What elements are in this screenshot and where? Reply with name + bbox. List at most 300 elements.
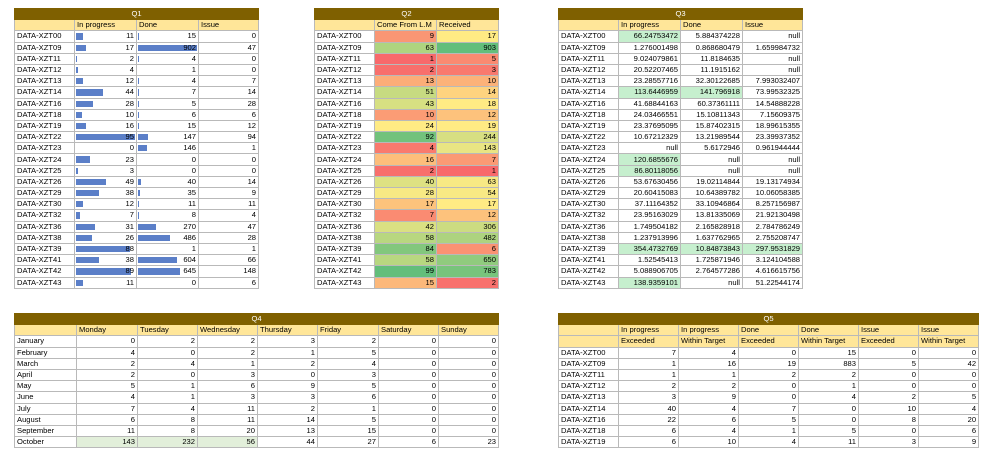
- value-cell[interactable]: 14: [437, 87, 499, 98]
- value-cell[interactable]: [199, 176, 259, 187]
- value-cell[interactable]: 232: [138, 437, 198, 448]
- value-cell[interactable]: 5.6172946: [681, 143, 743, 154]
- row-label[interactable]: DATA-XZT11: [559, 53, 619, 64]
- value-cell[interactable]: 7: [739, 403, 799, 414]
- value-cell[interactable]: 0: [439, 403, 499, 414]
- value-cell[interactable]: [137, 76, 199, 87]
- value-cell[interactable]: 4: [77, 347, 138, 358]
- row-label[interactable]: DATA-XZT18: [559, 109, 619, 120]
- value-cell[interactable]: 2: [799, 369, 859, 380]
- value-cell[interactable]: 24: [375, 120, 437, 131]
- value-cell[interactable]: 24.03466551: [619, 109, 681, 120]
- row-label[interactable]: DATA-XZT14: [559, 403, 619, 414]
- value-cell[interactable]: 2: [258, 403, 318, 414]
- value-cell[interactable]: 297.9531829: [743, 243, 803, 254]
- row-label[interactable]: DATA-XZT26: [315, 176, 375, 187]
- value-cell[interactable]: 10: [679, 437, 739, 448]
- value-cell[interactable]: 22: [619, 414, 679, 425]
- q1-column-header[interactable]: Issue: [199, 20, 259, 31]
- value-cell[interactable]: 5: [919, 392, 979, 403]
- value-cell[interactable]: 141.796918: [681, 87, 743, 98]
- q5-column-header[interactable]: Within Target: [799, 336, 859, 347]
- q5-column-header[interactable]: In progress: [619, 325, 679, 336]
- row-label[interactable]: DATA-XZT42: [315, 266, 375, 277]
- value-cell[interactable]: 2: [679, 381, 739, 392]
- value-cell[interactable]: 1.725871946: [681, 255, 743, 266]
- value-cell[interactable]: 32.30122685: [681, 76, 743, 87]
- value-cell[interactable]: [75, 98, 137, 109]
- row-label[interactable]: DATA-XZT16: [315, 98, 375, 109]
- row-label[interactable]: January: [15, 336, 77, 347]
- value-cell[interactable]: [137, 165, 199, 176]
- value-cell[interactable]: 0: [439, 425, 499, 436]
- row-label[interactable]: DATA-XZT13: [559, 76, 619, 87]
- value-cell[interactable]: 6: [619, 425, 679, 436]
- value-cell[interactable]: 20.52207465: [619, 64, 681, 75]
- row-label[interactable]: DATA-XZT24: [559, 154, 619, 165]
- row-label[interactable]: [15, 232, 75, 243]
- value-cell[interactable]: [75, 165, 137, 176]
- q3-column-header[interactable]: In progress: [619, 20, 681, 31]
- value-cell[interactable]: 1.749504182: [619, 221, 681, 232]
- row-label[interactable]: DATA-XZT42: [559, 266, 619, 277]
- value-cell[interactable]: null: [743, 64, 803, 75]
- value-cell[interactable]: 138.9359101: [619, 277, 681, 288]
- row-label[interactable]: DATA-XZT32: [559, 210, 619, 221]
- value-cell[interactable]: 14: [258, 414, 318, 425]
- row-label[interactable]: DATA-XZT18: [315, 109, 375, 120]
- row-label[interactable]: DATA-XZT13: [315, 76, 375, 87]
- value-cell[interactable]: 17: [437, 31, 499, 42]
- value-cell[interactable]: 2: [375, 64, 437, 75]
- value-cell[interactable]: 14.54888228: [743, 98, 803, 109]
- value-cell[interactable]: 650: [437, 255, 499, 266]
- value-cell[interactable]: 0: [799, 403, 859, 414]
- value-cell[interactable]: null: [743, 53, 803, 64]
- value-cell[interactable]: 7.993032407: [743, 76, 803, 87]
- value-cell[interactable]: 1: [138, 392, 198, 403]
- value-cell[interactable]: 8: [138, 425, 198, 436]
- value-cell[interactable]: 11: [198, 403, 258, 414]
- value-cell[interactable]: 2.784786249: [743, 221, 803, 232]
- value-cell[interactable]: [75, 132, 137, 143]
- value-cell[interactable]: 11: [799, 437, 859, 448]
- value-cell[interactable]: 5: [318, 381, 379, 392]
- value-cell[interactable]: null: [743, 154, 803, 165]
- value-cell[interactable]: 2: [138, 336, 198, 347]
- value-cell[interactable]: [75, 221, 137, 232]
- value-cell[interactable]: null: [619, 143, 681, 154]
- value-cell[interactable]: 10: [859, 403, 919, 414]
- value-cell[interactable]: 2: [739, 369, 799, 380]
- value-cell[interactable]: 10.84873843: [681, 243, 743, 254]
- value-cell[interactable]: 0: [439, 392, 499, 403]
- value-cell[interactable]: 4: [138, 358, 198, 369]
- value-cell[interactable]: 1: [258, 347, 318, 358]
- value-cell[interactable]: 6: [619, 437, 679, 448]
- value-cell[interactable]: 3: [198, 369, 258, 380]
- row-label[interactable]: DATA-XZT41: [315, 255, 375, 266]
- value-cell[interactable]: 113.6446959: [619, 87, 681, 98]
- row-label[interactable]: DATA-XZT30: [559, 199, 619, 210]
- value-cell[interactable]: 23.95163029: [619, 210, 681, 221]
- value-cell[interactable]: 58: [375, 255, 437, 266]
- value-cell[interactable]: 18.99615355: [743, 120, 803, 131]
- row-label[interactable]: DATA-XZT19: [315, 120, 375, 131]
- value-cell[interactable]: 306: [437, 221, 499, 232]
- value-cell[interactable]: 3: [437, 64, 499, 75]
- value-cell[interactable]: 0.868680479: [681, 42, 743, 53]
- value-cell[interactable]: 3: [258, 392, 318, 403]
- row-label[interactable]: [15, 165, 75, 176]
- value-cell[interactable]: 2: [437, 277, 499, 288]
- value-cell[interactable]: 4: [919, 403, 979, 414]
- value-cell[interactable]: [137, 266, 199, 277]
- row-label[interactable]: March: [15, 358, 77, 369]
- row-label[interactable]: DATA-XZT36: [315, 221, 375, 232]
- q5-column-header[interactable]: Exceeded: [619, 336, 679, 347]
- value-cell[interactable]: 5: [437, 53, 499, 64]
- value-cell[interactable]: 37.11164352: [619, 199, 681, 210]
- q5-column-header[interactable]: Done: [739, 325, 799, 336]
- row-label[interactable]: May: [15, 381, 77, 392]
- value-cell[interactable]: 0: [739, 381, 799, 392]
- value-cell[interactable]: 5: [77, 381, 138, 392]
- row-label[interactable]: September: [15, 425, 77, 436]
- value-cell[interactable]: [137, 176, 199, 187]
- value-cell[interactable]: 1: [375, 53, 437, 64]
- q4-column-header[interactable]: Tuesday: [138, 325, 198, 336]
- value-cell[interactable]: 0: [379, 425, 439, 436]
- q4-column-header[interactable]: Friday: [318, 325, 379, 336]
- value-cell[interactable]: [75, 232, 137, 243]
- value-cell[interactable]: [137, 109, 199, 120]
- row-label[interactable]: [15, 98, 75, 109]
- row-label[interactable]: DATA-XZT22: [559, 132, 619, 143]
- q1-column-header[interactable]: [15, 20, 75, 31]
- value-cell[interactable]: 10: [437, 76, 499, 87]
- row-label[interactable]: [15, 53, 75, 64]
- q3-title[interactable]: Q3: [559, 9, 803, 20]
- value-cell[interactable]: 5: [318, 414, 379, 425]
- row-label[interactable]: DATA-XZT19: [559, 120, 619, 131]
- row-label[interactable]: DATA-XZT13: [559, 392, 619, 403]
- value-cell[interactable]: 13: [258, 425, 318, 436]
- row-label[interactable]: DATA-XZT16: [559, 98, 619, 109]
- value-cell[interactable]: 13.81335069: [681, 210, 743, 221]
- value-cell[interactable]: 0: [379, 403, 439, 414]
- value-cell[interactable]: 1: [619, 369, 679, 380]
- row-label[interactable]: [15, 188, 75, 199]
- value-cell[interactable]: 51.22544174: [743, 277, 803, 288]
- value-cell[interactable]: 0: [379, 347, 439, 358]
- row-label[interactable]: [15, 277, 75, 288]
- value-cell[interactable]: [75, 210, 137, 221]
- q3-column-header[interactable]: [559, 20, 619, 31]
- row-label[interactable]: [15, 76, 75, 87]
- value-cell[interactable]: 3: [318, 369, 379, 380]
- value-cell[interactable]: [137, 87, 199, 98]
- row-label[interactable]: DATA-XZT12: [559, 64, 619, 75]
- value-cell[interactable]: 5: [318, 347, 379, 358]
- value-cell[interactable]: 2.755208747: [743, 232, 803, 243]
- value-cell[interactable]: [199, 98, 259, 109]
- value-cell[interactable]: 0: [799, 414, 859, 425]
- value-cell[interactable]: [75, 42, 137, 53]
- value-cell[interactable]: 40: [375, 176, 437, 187]
- value-cell[interactable]: 143: [77, 437, 138, 448]
- value-cell[interactable]: 9: [258, 381, 318, 392]
- value-cell[interactable]: [75, 199, 137, 210]
- row-label[interactable]: DATA-XZT12: [315, 64, 375, 75]
- value-cell[interactable]: [199, 243, 259, 254]
- value-cell[interactable]: [199, 232, 259, 243]
- value-cell[interactable]: [137, 221, 199, 232]
- value-cell[interactable]: 1.276001498: [619, 42, 681, 53]
- value-cell[interactable]: [75, 143, 137, 154]
- value-cell[interactable]: 5: [799, 425, 859, 436]
- value-cell[interactable]: 0: [919, 347, 979, 358]
- value-cell[interactable]: 2: [375, 165, 437, 176]
- value-cell[interactable]: 4: [318, 358, 379, 369]
- row-label[interactable]: DATA-XZT25: [559, 165, 619, 176]
- row-label[interactable]: DATA-XZT00: [315, 31, 375, 42]
- q1-column-header[interactable]: In progress: [75, 20, 137, 31]
- value-cell[interactable]: 23.28557716: [619, 76, 681, 87]
- value-cell[interactable]: 143: [437, 143, 499, 154]
- row-label[interactable]: DATA-XZT38: [559, 232, 619, 243]
- row-label[interactable]: [15, 31, 75, 42]
- value-cell[interactable]: 60.37361111: [681, 98, 743, 109]
- row-label[interactable]: April: [15, 369, 77, 380]
- value-cell[interactable]: 1: [138, 381, 198, 392]
- value-cell[interactable]: 9: [375, 31, 437, 42]
- value-cell[interactable]: 0: [258, 369, 318, 380]
- value-cell[interactable]: 3.124104588: [743, 255, 803, 266]
- value-cell[interactable]: 84: [375, 243, 437, 254]
- value-cell[interactable]: 2: [619, 381, 679, 392]
- value-cell[interactable]: 3: [619, 392, 679, 403]
- q5-column-header[interactable]: Issue: [919, 325, 979, 336]
- value-cell[interactable]: 6: [919, 425, 979, 436]
- value-cell[interactable]: 0: [859, 381, 919, 392]
- row-label[interactable]: DATA-XZT11: [559, 369, 619, 380]
- value-cell[interactable]: 4: [679, 347, 739, 358]
- row-label[interactable]: DATA-XZT23: [559, 143, 619, 154]
- q4-title[interactable]: Q4: [15, 314, 499, 325]
- value-cell[interactable]: 23.39937352: [743, 132, 803, 143]
- value-cell[interactable]: 63: [375, 42, 437, 53]
- value-cell[interactable]: null: [681, 165, 743, 176]
- value-cell[interactable]: 2: [859, 392, 919, 403]
- value-cell[interactable]: 12: [437, 210, 499, 221]
- value-cell[interactable]: 9: [679, 392, 739, 403]
- value-cell[interactable]: [199, 120, 259, 131]
- value-cell[interactable]: 86.80118056: [619, 165, 681, 176]
- value-cell[interactable]: [199, 165, 259, 176]
- value-cell[interactable]: [75, 53, 137, 64]
- value-cell[interactable]: 11.8184635: [681, 53, 743, 64]
- value-cell[interactable]: 17: [437, 199, 499, 210]
- q2-column-header[interactable]: [315, 20, 375, 31]
- q4-column-header[interactable]: Saturday: [379, 325, 439, 336]
- value-cell[interactable]: [137, 31, 199, 42]
- value-cell[interactable]: 28: [375, 188, 437, 199]
- row-label[interactable]: [15, 154, 75, 165]
- value-cell[interactable]: 42: [919, 358, 979, 369]
- value-cell[interactable]: 6: [77, 414, 138, 425]
- value-cell[interactable]: 0: [919, 369, 979, 380]
- q3-column-header[interactable]: Issue: [743, 20, 803, 31]
- value-cell[interactable]: 2: [198, 336, 258, 347]
- value-cell[interactable]: 16: [375, 154, 437, 165]
- q5-column-header[interactable]: [559, 336, 619, 347]
- value-cell[interactable]: [199, 31, 259, 42]
- value-cell[interactable]: 0: [859, 369, 919, 380]
- value-cell[interactable]: 12: [437, 109, 499, 120]
- value-cell[interactable]: null: [681, 154, 743, 165]
- value-cell[interactable]: 4: [799, 392, 859, 403]
- value-cell[interactable]: [75, 243, 137, 254]
- row-label[interactable]: [15, 243, 75, 254]
- value-cell[interactable]: 15: [375, 277, 437, 288]
- value-cell[interactable]: 13: [375, 76, 437, 87]
- value-cell[interactable]: 244: [437, 132, 499, 143]
- row-label[interactable]: [15, 176, 75, 187]
- row-label[interactable]: DATA-XZT22: [315, 132, 375, 143]
- value-cell[interactable]: [199, 199, 259, 210]
- value-cell[interactable]: [137, 210, 199, 221]
- value-cell[interactable]: [75, 87, 137, 98]
- q5-column-header[interactable]: [559, 325, 619, 336]
- q2-title[interactable]: Q2: [315, 9, 499, 20]
- value-cell[interactable]: 7.15609375: [743, 109, 803, 120]
- value-cell[interactable]: 20: [198, 425, 258, 436]
- value-cell[interactable]: 0: [439, 381, 499, 392]
- value-cell[interactable]: 2: [318, 336, 379, 347]
- q3-column-header[interactable]: Done: [681, 20, 743, 31]
- value-cell[interactable]: 27: [318, 437, 379, 448]
- q4-column-header[interactable]: Monday: [77, 325, 138, 336]
- value-cell[interactable]: 33.10946864: [681, 199, 743, 210]
- q5-column-header[interactable]: Done: [799, 325, 859, 336]
- q2-column-header[interactable]: Received: [437, 20, 499, 31]
- value-cell[interactable]: [199, 87, 259, 98]
- value-cell[interactable]: [137, 53, 199, 64]
- value-cell[interactable]: 23.37695095: [619, 120, 681, 131]
- value-cell[interactable]: 1.52545413: [619, 255, 681, 266]
- value-cell[interactable]: 1: [437, 165, 499, 176]
- row-label[interactable]: DATA-XZT00: [559, 31, 619, 42]
- row-label[interactable]: DATA-XZT12: [559, 381, 619, 392]
- q4-column-header[interactable]: Sunday: [439, 325, 499, 336]
- value-cell[interactable]: 10.67212329: [619, 132, 681, 143]
- value-cell[interactable]: 1.637762965: [681, 232, 743, 243]
- row-label[interactable]: DATA-XZT43: [315, 277, 375, 288]
- value-cell[interactable]: [199, 210, 259, 221]
- value-cell[interactable]: 2: [77, 369, 138, 380]
- value-cell[interactable]: 11: [198, 414, 258, 425]
- value-cell[interactable]: 20.60415083: [619, 188, 681, 199]
- value-cell[interactable]: 13.21989544: [681, 132, 743, 143]
- value-cell[interactable]: 120.6855676: [619, 154, 681, 165]
- value-cell[interactable]: [75, 109, 137, 120]
- value-cell[interactable]: [199, 42, 259, 53]
- value-cell[interactable]: 10: [375, 109, 437, 120]
- value-cell[interactable]: 2: [198, 347, 258, 358]
- value-cell[interactable]: 11.1915162: [681, 64, 743, 75]
- q1-column-header[interactable]: Done: [137, 20, 199, 31]
- value-cell[interactable]: 9.024079861: [619, 53, 681, 64]
- q5-title[interactable]: Q5: [559, 314, 979, 325]
- value-cell[interactable]: [137, 120, 199, 131]
- value-cell[interactable]: 5.884374228: [681, 31, 743, 42]
- value-cell[interactable]: 6: [318, 392, 379, 403]
- value-cell[interactable]: [137, 42, 199, 53]
- value-cell[interactable]: 354.4732769: [619, 243, 681, 254]
- row-label[interactable]: DATA-XZT30: [315, 199, 375, 210]
- row-label[interactable]: DATA-XZT14: [315, 87, 375, 98]
- value-cell[interactable]: 4: [138, 403, 198, 414]
- value-cell[interactable]: 0: [379, 392, 439, 403]
- value-cell[interactable]: 6: [679, 414, 739, 425]
- row-label[interactable]: June: [15, 392, 77, 403]
- value-cell[interactable]: 4: [739, 437, 799, 448]
- row-label[interactable]: [15, 199, 75, 210]
- value-cell[interactable]: 1: [198, 358, 258, 369]
- value-cell[interactable]: [75, 176, 137, 187]
- value-cell[interactable]: 0: [379, 358, 439, 369]
- row-label[interactable]: [15, 87, 75, 98]
- row-label[interactable]: DATA-XZT32: [315, 210, 375, 221]
- row-label[interactable]: DATA-XZT16: [559, 414, 619, 425]
- value-cell[interactable]: 73.99532325: [743, 87, 803, 98]
- row-label[interactable]: [15, 255, 75, 266]
- value-cell[interactable]: 5: [739, 414, 799, 425]
- value-cell[interactable]: 0: [439, 358, 499, 369]
- value-cell[interactable]: 19: [437, 120, 499, 131]
- value-cell[interactable]: 883: [799, 358, 859, 369]
- value-cell[interactable]: 20: [919, 414, 979, 425]
- value-cell[interactable]: 92: [375, 132, 437, 143]
- value-cell[interactable]: 9: [919, 437, 979, 448]
- q5-column-header[interactable]: Exceeded: [859, 336, 919, 347]
- value-cell[interactable]: [137, 277, 199, 288]
- q4-column-header[interactable]: [15, 325, 77, 336]
- value-cell[interactable]: [199, 76, 259, 87]
- value-cell[interactable]: 43: [375, 98, 437, 109]
- value-cell[interactable]: [199, 132, 259, 143]
- row-label[interactable]: DATA-XZT41: [559, 255, 619, 266]
- value-cell[interactable]: 0: [439, 414, 499, 425]
- value-cell[interactable]: [199, 53, 259, 64]
- value-cell[interactable]: 4: [375, 143, 437, 154]
- value-cell[interactable]: 0: [138, 369, 198, 380]
- q5-column-header[interactable]: In progress: [679, 325, 739, 336]
- row-label[interactable]: DATA-XZT29: [559, 188, 619, 199]
- value-cell[interactable]: 7: [437, 154, 499, 165]
- row-label[interactable]: DATA-XZT39: [559, 243, 619, 254]
- value-cell[interactable]: 19.02114844: [681, 176, 743, 187]
- value-cell[interactable]: [75, 120, 137, 131]
- value-cell[interactable]: 0: [739, 347, 799, 358]
- value-cell[interactable]: 42: [375, 221, 437, 232]
- value-cell[interactable]: 5.088906705: [619, 266, 681, 277]
- value-cell[interactable]: 99: [375, 266, 437, 277]
- value-cell[interactable]: 15: [318, 425, 379, 436]
- value-cell[interactable]: 2: [258, 358, 318, 369]
- value-cell[interactable]: 63: [437, 176, 499, 187]
